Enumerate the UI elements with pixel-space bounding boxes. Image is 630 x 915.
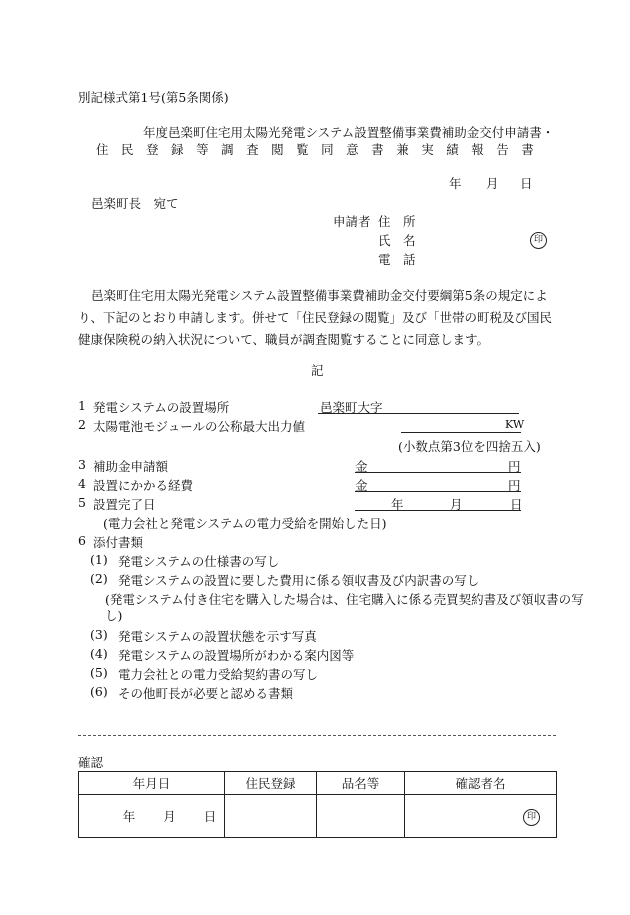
date-day: 日 [520, 176, 533, 191]
date-year: 年 [449, 176, 462, 191]
subsidy-suffix: 円 [508, 459, 521, 474]
confirm-label: 確認 [78, 755, 104, 770]
item-label-output: 太陽電池モジュールの公称最大出力値 [93, 419, 306, 434]
item-number: 5 [78, 495, 86, 510]
title-char: 績 [446, 142, 459, 157]
cut-line [78, 735, 556, 736]
confirm-checker-cell[interactable] [405, 795, 557, 838]
attachment-item: 発電システムの設置場所がわかる案内図等 [118, 648, 355, 663]
title-char: 兼 [396, 142, 409, 157]
confirmation-table [78, 771, 557, 838]
item-label-attachments: 添付書類 [93, 535, 144, 550]
title-char: 登 [146, 142, 159, 157]
applicant-address-label: 住 所 [378, 214, 416, 229]
title-char: 民 [121, 142, 134, 157]
body-paragraph: 邑楽町住宅用太陽光発電システム設置整備事業費補助金交付要綱第5条の規定により、下記のとおり申請します。併せて「住民登録の閲覧」及び「世帯の町税及び国民健康保険税の納入状況について、職員が調査閲覧することに同意します。 [78, 288, 553, 347]
attachment-number: (5) [90, 665, 108, 680]
seal-icon: 印 [523, 809, 540, 826]
seal-icon: 印 [530, 232, 547, 249]
table-row [79, 795, 557, 838]
document-title: 年度邑楽町住宅用太陽光発電システム設置整備事業費補助金交付申請書・ [143, 125, 555, 140]
confirm-date-cell[interactable] [79, 795, 225, 838]
completion-year: 年 [391, 497, 404, 512]
item-label-subsidy: 補助金申請額 [93, 459, 169, 474]
cost-prefix: 金 [355, 478, 368, 493]
ki-heading: 記 [311, 363, 324, 378]
attachment-item: その他町長が必要と認める書類 [118, 686, 294, 701]
confirm-item-cell[interactable] [317, 795, 405, 838]
form-label: 別記様式第1号(第5条関係) [78, 90, 229, 105]
confirm-year: 年 [122, 809, 136, 824]
title-char: 書 [521, 142, 534, 157]
attachment-number: (2) [90, 571, 108, 586]
item-number: 3 [78, 457, 86, 472]
completion-underline [355, 510, 521, 511]
applicant-seal [530, 230, 547, 249]
item-label-completion: 設置完了日 [93, 497, 156, 512]
title-char: 調 [221, 142, 234, 157]
completion-note: (電力会社と発電システムの電力受給を開始した日) [103, 516, 387, 531]
output-note: (小数点第3位を四捨五入) [398, 439, 541, 454]
header-date: 年月日 [79, 772, 225, 795]
confirm-month: 月 [163, 809, 176, 824]
title-char: 覧 [296, 142, 309, 157]
item-number: 6 [78, 533, 86, 548]
cost-underline [355, 491, 521, 492]
header-item: 品名等 [317, 772, 405, 795]
title-char: 住 [96, 142, 109, 157]
output-unit: KW [505, 418, 525, 431]
item-number: 2 [78, 417, 86, 432]
location-underline [318, 413, 519, 414]
title-char: 告 [496, 142, 509, 157]
applicant-label: 申請者 [333, 214, 371, 229]
location-value: 邑楽町大字 [320, 400, 383, 415]
attachment-number: (1) [90, 552, 108, 567]
title-char: 等 [196, 142, 209, 157]
applicant-phone-label: 電 話 [378, 252, 416, 267]
attachment-note-line2: し) [105, 608, 123, 623]
attachment-item: 電力会社との電力受給契約書の写し [118, 667, 319, 682]
subsidy-underline [355, 472, 521, 473]
attachment-note-line1: (発電システム付き住宅を購入した場合は、住宅購入に係る売買契約書及び領収書の写 [105, 592, 584, 607]
title-char: 査 [246, 142, 259, 157]
attachment-number: (3) [90, 627, 108, 642]
item-label-cost: 設置にかかる経費 [93, 478, 194, 493]
header-registry: 住民登録 [225, 772, 317, 795]
title-char: 実 [421, 142, 434, 157]
title-char: 同 [321, 142, 334, 157]
completion-day: 日 [510, 497, 523, 512]
addressee: 邑楽町長 宛て [91, 196, 179, 211]
confirm-day: 日 [203, 809, 217, 824]
date-month: 月 [486, 176, 499, 191]
completion-month: 月 [450, 497, 463, 512]
subsidy-prefix: 金 [355, 459, 368, 474]
title-char: 意 [346, 142, 359, 157]
title-char: 閲 [271, 142, 284, 157]
attachment-number: (4) [90, 646, 108, 661]
document-title-line2 [96, 140, 534, 158]
attachment-item: 発電システムの設置に要した費用に係る領収書及び内訳書の写し [118, 573, 480, 588]
confirm-registry-cell[interactable] [225, 795, 317, 838]
title-char: 録 [171, 142, 184, 157]
attachment-item: 発電システムの設置状態を示す写真 [118, 629, 317, 644]
title-char: 報 [471, 142, 484, 157]
item-number: 1 [78, 398, 86, 413]
title-char: 書 [371, 142, 384, 157]
table-header-row [79, 772, 557, 795]
applicant-name-label: 氏 名 [378, 233, 416, 248]
item-label-location: 発電システムの設置場所 [93, 400, 230, 415]
output-underline [401, 432, 521, 433]
header-checker: 確認者名 [405, 772, 557, 795]
attachment-item: 発電システムの仕様書の写し [118, 554, 280, 569]
attachment-number: (6) [90, 684, 108, 699]
cost-suffix: 円 [508, 478, 521, 493]
item-number: 4 [78, 476, 86, 491]
